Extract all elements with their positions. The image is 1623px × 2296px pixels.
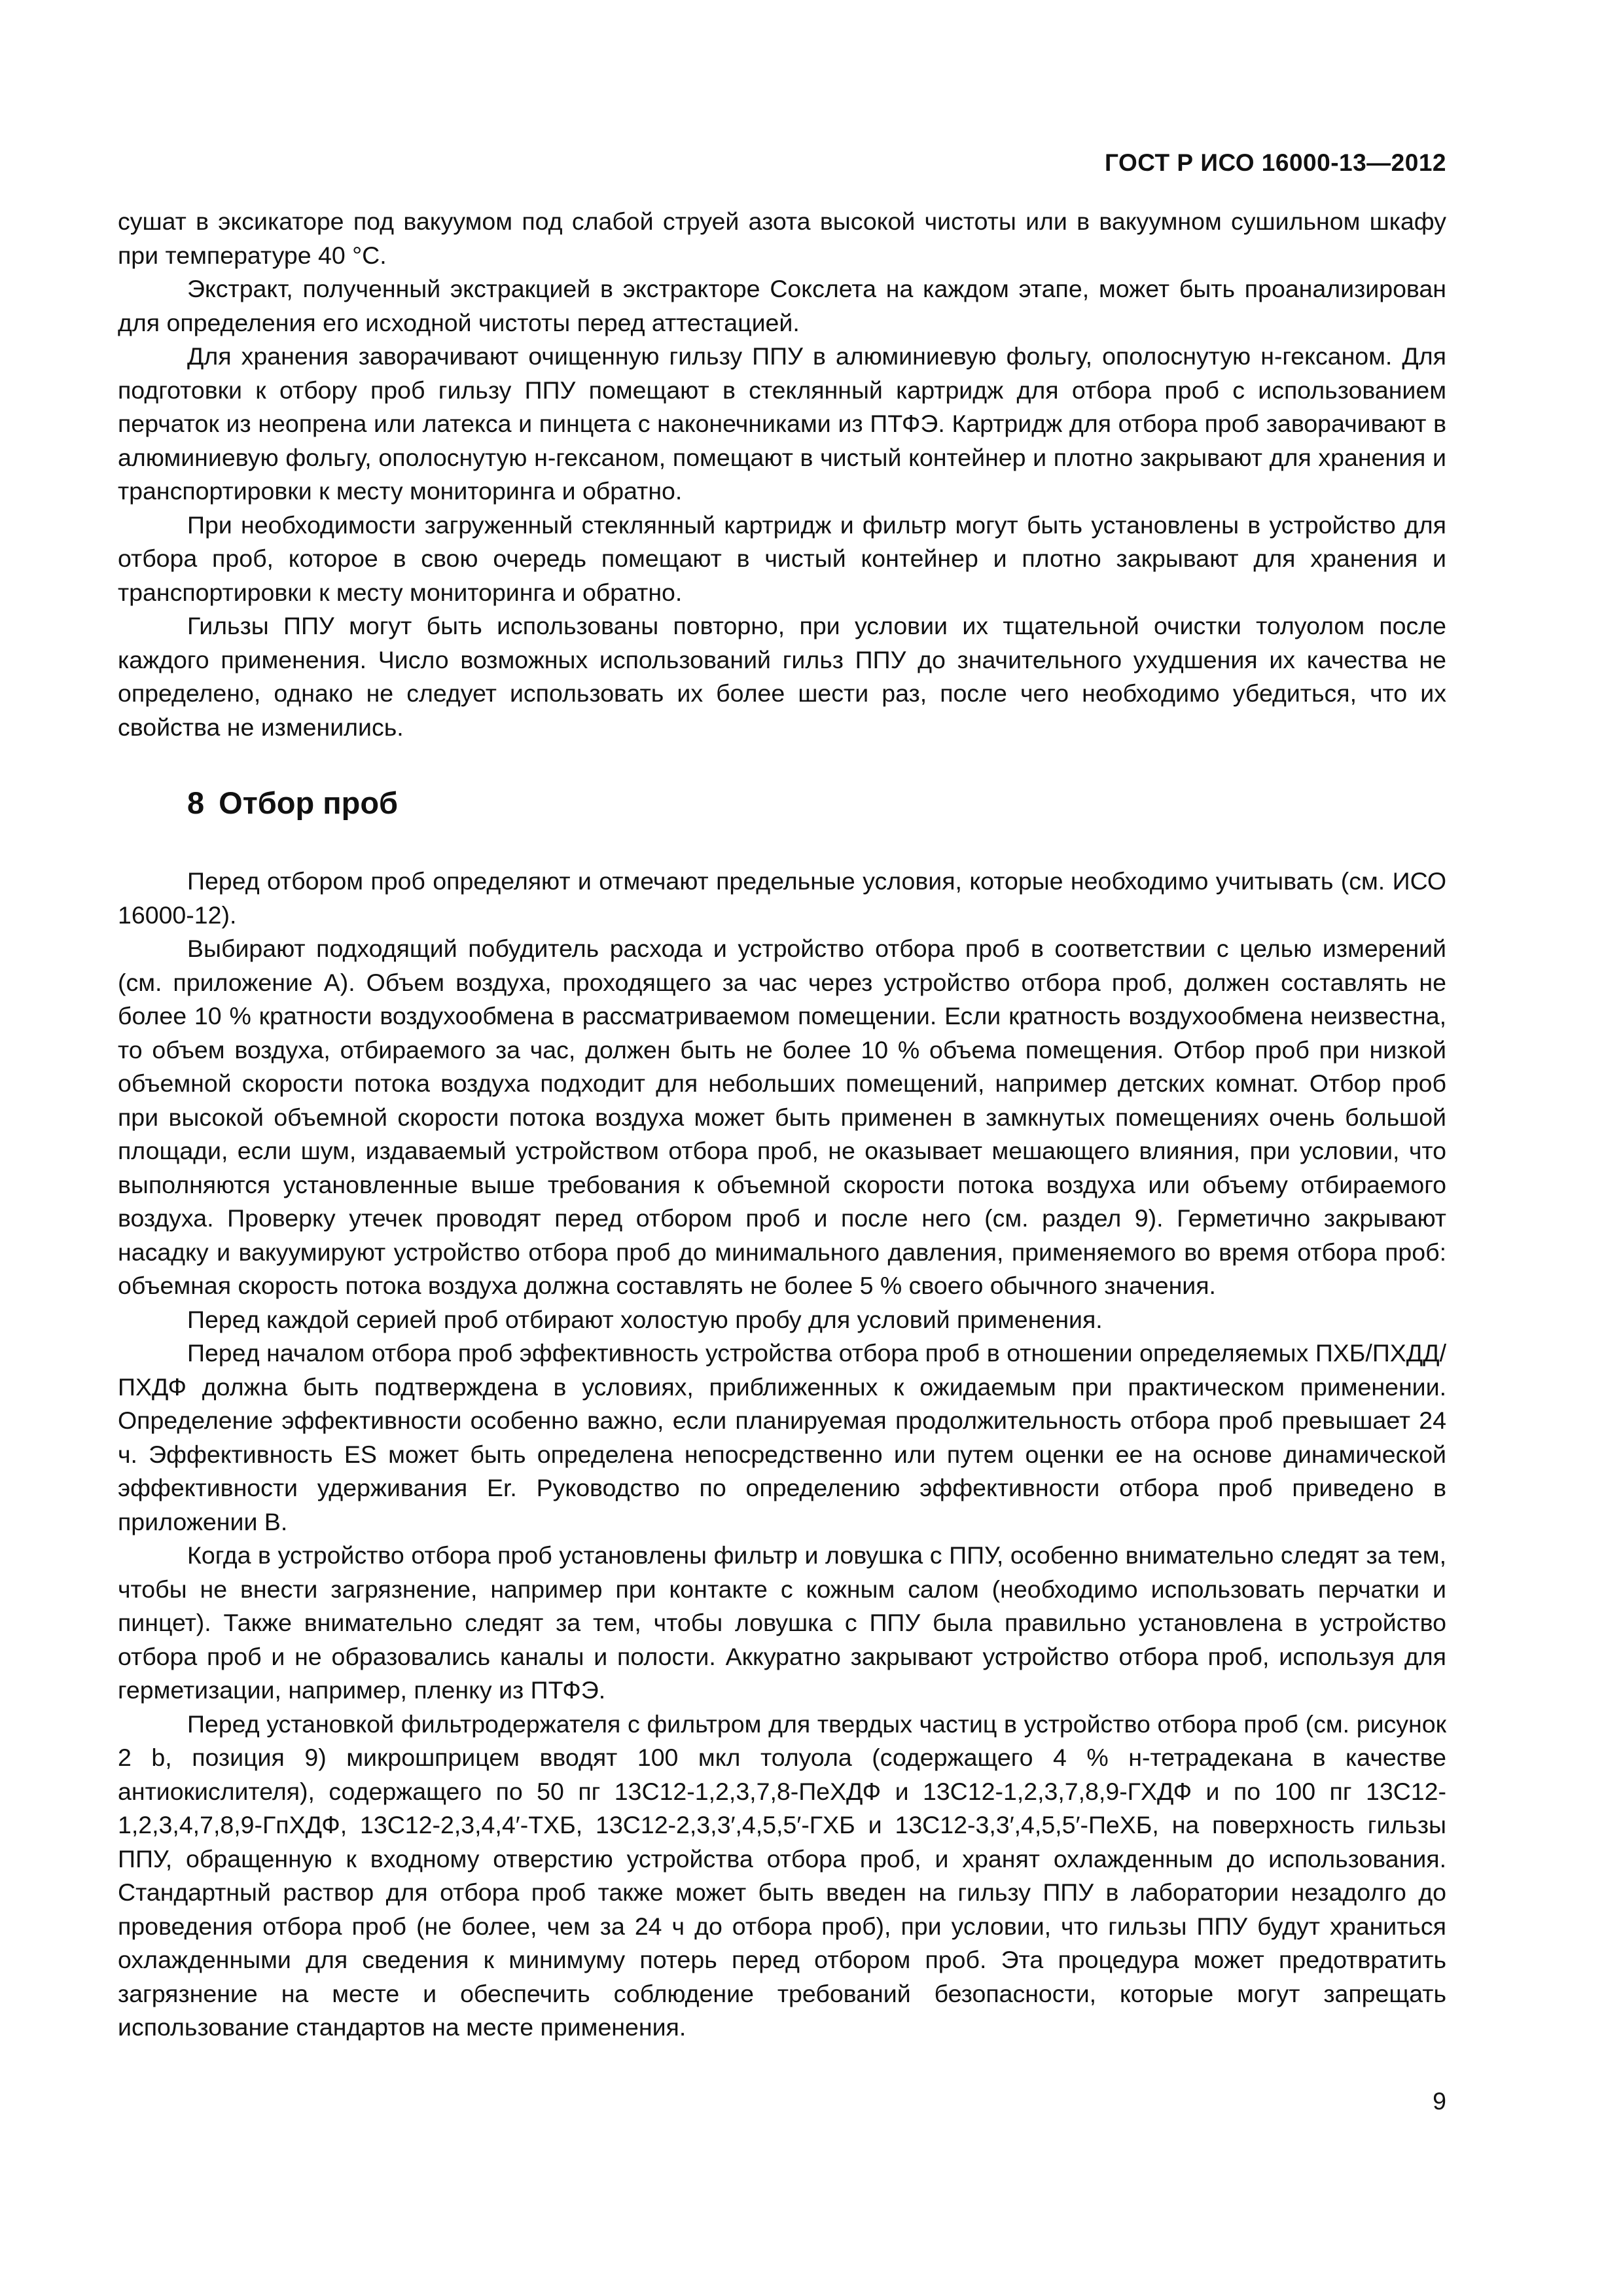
paragraph: Выбирают подходящий побудитель расхода и устройство отбора проб в соответствии с целью измерений (см. приложение А). Объем воздуха, проходящего за час через устройство отбора проб, должен составлять не более 10 % кратности воздухообмена в рассматриваемом помещении. Если кратность воздухообмена неизвестна, то объем воздуха, отбираемого за час, должен быть не более 10 % объема помещения. Отбор проб при низкой объемной скорости потока воздуха подходит для небольших помещений, например детских комнат. Отбор проб при высокой объемной скорости потока воздуха может быть применен в замкнутых помещениях очень большой площади, если шум, издаваемый устройством отбора проб, не оказывает мешающего влияния, при условии, что выполняются установленные выше требования к объемной скорости потока воздуха или объему отбираемого воздуха. Проверку утечек проводят перед отбором проб и после него (см. раздел 9). Герметично закрывают насадку и вакуумируют устройство отбора проб до минимального давления, применяемого во время отбора проб: объемная скорость потока воздуха должна составлять не более 5 % своего обычного значения. [118,935,1446,1299]
page-number: 9 [1433,2087,1446,2115]
paragraph: Перед каждой серией проб отбирают холостую пробу для условий применения. [187,1305,1103,1333]
document-header: ГОСТ Р ИСО 16000-13—2012 [1104,149,1446,176]
section-number: 8 [187,785,205,820]
section-title: Отбор проб [219,785,399,820]
section-heading [118,785,1446,821]
paragraph: Когда в устройство отбора проб установлены фильтр и ловушка с ППУ, особенно внимательно следят за тем, чтобы не внести загрязнение, например при контакте с кожным салом (необходимо использовать перчатки и пинцет). Также внимательно следят за тем, чтобы ловушка с ППУ была правильно установлена в устройство отбора проб и не образовались каналы и полости. Аккуратно закрывают устройство отбора проб, используя для герметизации, например, пленку из ПТФЭ. [118,1541,1446,1704]
paragraph: Гильзы ППУ могут быть использованы повторно, при условии их тщательной очистки толуолом после каждого применения. Число возможных использований гильз ППУ до значительного ухудшения их качества не определено, однако не следует использовать их более шести раз, после чего необходимо убедиться, что их свойства не изменились. [118,612,1446,741]
paragraph: При необходимости загруженный стеклянный картридж и фильтр могут быть установлены в устройство для отбора проб, которое в свою очередь помещают в чистый контейнер и плотно закрывают для хранения и транспортировки к месту мониторинга и обратно. [118,511,1446,606]
paragraph: сушат в эксикаторе под вакуумом под слабой струей азота высокой чистоты или в вакуумном сушильном шкафу при температуре 40 °С. [118,207,1446,269]
paragraph: Перед установкой фильтродержателя с фильтром для твердых частиц в устройство отбора проб (см. рисунок 2 b, позиция 9) микрошприцем вводят 100 мкл толуола (содержащего 4 % н-тетрадекана в качестве антиокислителя), содержащего по 50 пг 13C12-1,2,3,7,8-ПеХДФ и 13C12-1,2,3,7,8,9-ГХДФ и по 100 пг 13C12-1,2,3,4,7,8,9-ГпХДФ, 13C12-2,3,4,4′-ТХБ, 13C12-2,3,3′,4,5,5′-ГХБ и 13C12-3,3′,4,5,5′-ПеХБ, на поверхность гильзы ППУ, обращенную к входному отверстию устройства отбора проб, и хранят охлажденным до использования. Стандартный раствор для отбора проб также может быть введен на гильзу ППУ в лаборатории незадолго до проведения отбора проб (не более, чем за 24 ч до отбора проб), при условии, что гильзы ППУ будут храниться охлажденными для сведения к минимуму потерь перед отбором проб. Эта процедура может предотвратить загрязнение на месте и обеспечить соблюдение требований безопасности, которые могут запрещать использование стандартов на месте применения. [118,1710,1446,2041]
paragraph: Для хранения заворачивают очищенную гильзу ППУ в алюминиевую фольгу, ополоснутую н-гексаном. Для подготовки к отбору проб гильзу ППУ помещают в стеклянный картридж для отбора проб с использованием перчаток из неопрена или латекса и пинцета с наконечниками из ПТФЭ. Картридж для отбора проб заворачивают в алюминиевую фольгу, ополоснутую н-гексаном, помещают в чистый контейнер и плотно закрывают для хранения и транспортировки к месту мониторинга и обратно. [118,342,1446,505]
paragraph: Перед началом отбора проб эффективность устройства отбора проб в отношении определяемых ПХБ/ПХДД/ПХДФ должна быть подтверждена в условиях, приближенных к ожидаемым при практическом применении. Определение эффективности особенно важно, если планируемая продолжительность отбора проб превышает 24 ч. Эффективность ES может быть определена непосредственно или путем оценки ее на основе динамической эффективности удерживания Er. Руководство по определению эффективности отбора проб приведено в приложении В. [118,1339,1446,1535]
paragraph: Экстракт, полученный экстракцией в экстракторе Сокслета на каждом этапе, может быть проанализирован для определения его исходной чистоты перед аттестацией. [118,275,1446,336]
paragraph: Перед отбором проб определяют и отмечают предельные условия, которые необходимо учитывать (см. ИСО 16000-12). [118,867,1446,929]
document-body [118,205,1446,2045]
